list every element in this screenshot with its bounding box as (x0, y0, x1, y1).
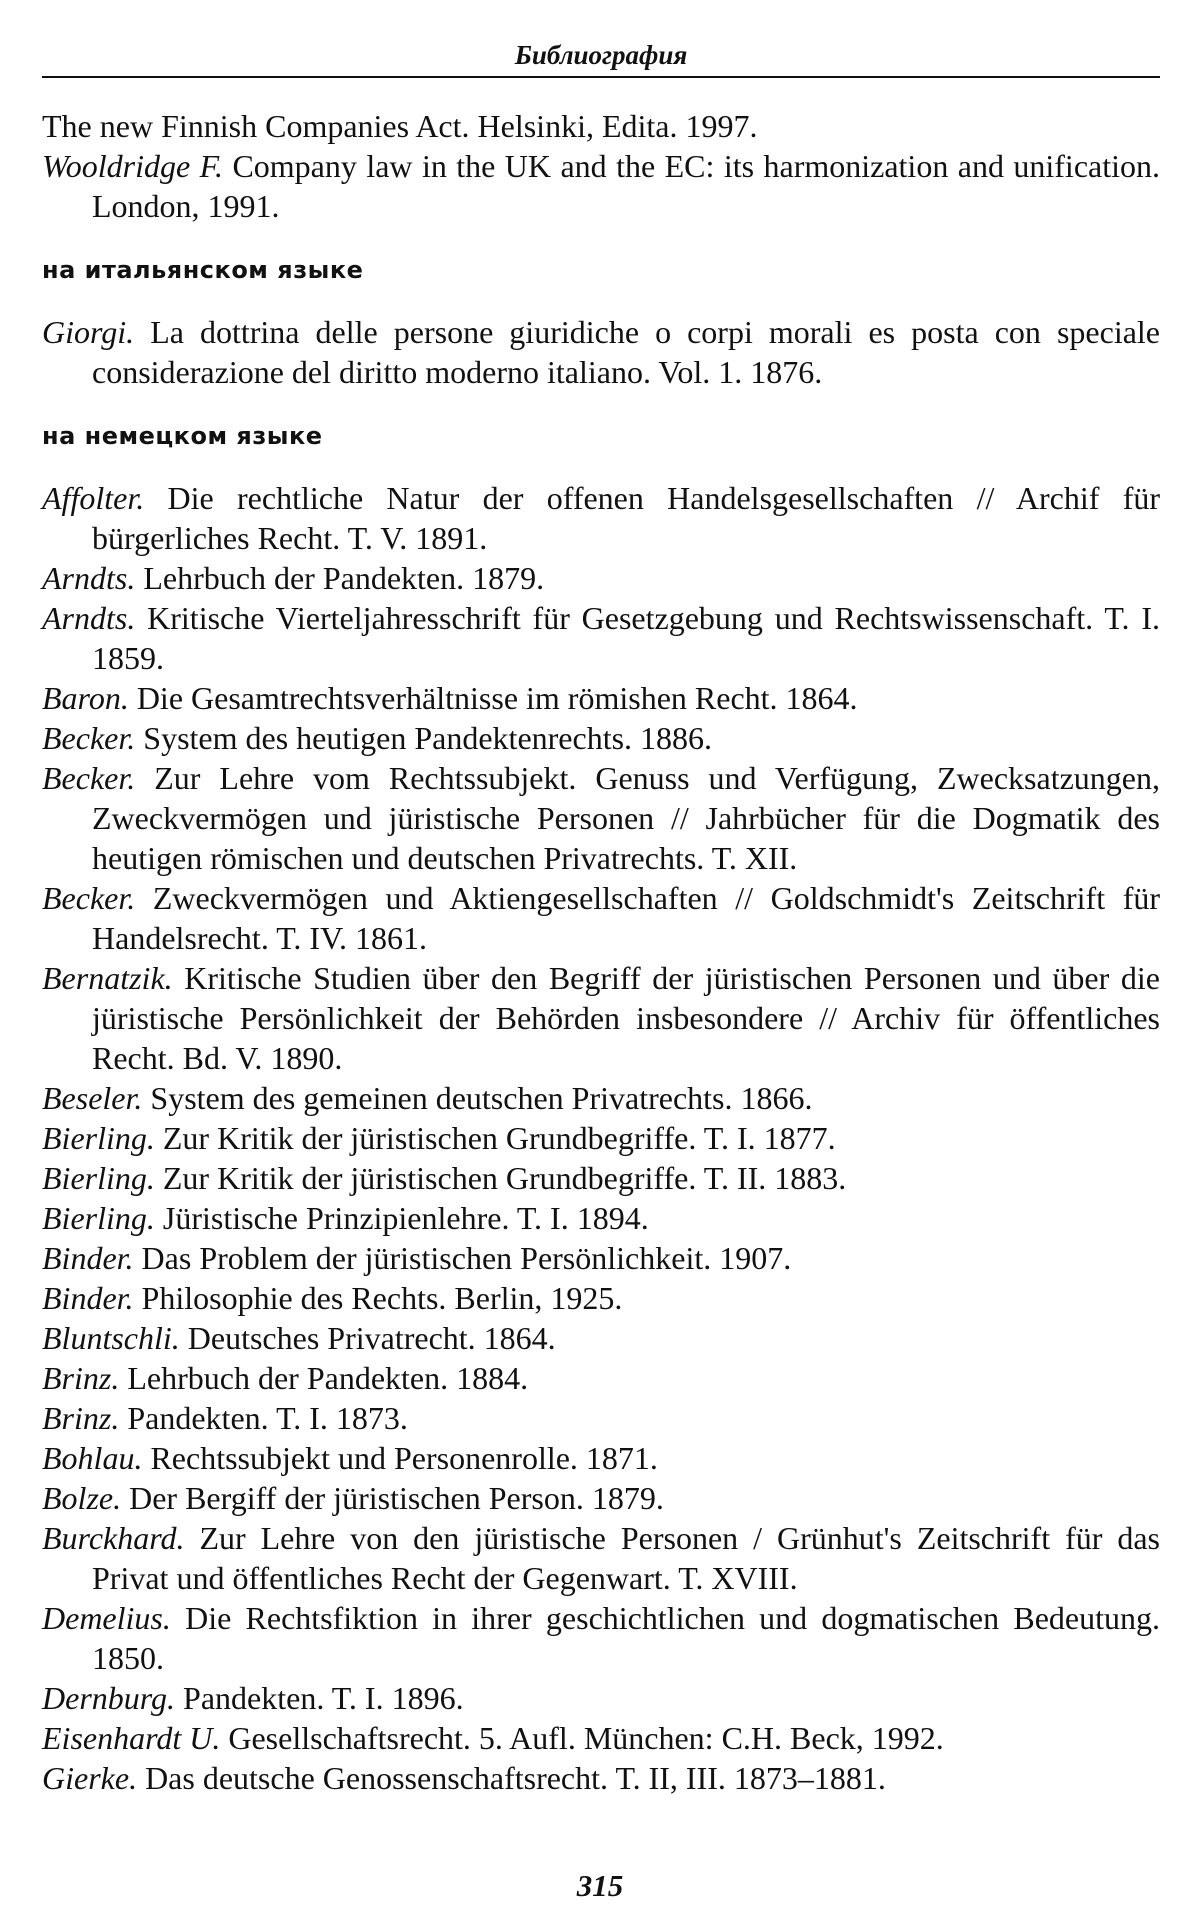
entry-author: Bierling. (42, 1160, 155, 1196)
entry-author: Bierling. (42, 1200, 155, 1236)
entry-text: System des heutigen Pandektenrechts. 1886. (135, 720, 713, 756)
entry-author: Giorgi. (42, 314, 135, 350)
entry-text: Kritische Vierteljahresschrift für Gesetzgebung und Rechtswissenschaft. T. I. 1859. (92, 600, 1160, 676)
entry-author: Affolter. (42, 480, 145, 516)
entry-author: Bernatzik. (42, 960, 173, 996)
bibliography-entry (42, 312, 1160, 392)
entry-author: Burckhard. (42, 1520, 185, 1556)
entry-author: Arndts. (42, 600, 136, 636)
bibliography-list (42, 106, 1160, 1798)
running-header (42, 0, 1160, 80)
section-heading: на итальянском языке (42, 256, 364, 284)
entry-text: System des gemeinen deutschen Privatrechts. 1866. (142, 1080, 813, 1116)
bibliography-entry (42, 1718, 1160, 1758)
entry-author: Brinz. (42, 1400, 120, 1436)
entry-author: Gierke. (42, 1760, 138, 1796)
entry-text: Jüristische Prinzipienlehre. T. I. 1894. (154, 1200, 649, 1236)
bibliography-entry (42, 1678, 1160, 1718)
page-number: 315 (576, 1868, 624, 1903)
entry-author: Bluntschli. (42, 1320, 180, 1356)
bibliography-entry (42, 1478, 1160, 1518)
entry-author: Becker. (42, 760, 136, 796)
entry-text: Zur Lehre vom Rechtssubjekt. Genuss und Verfügung, Zwecksatzungen, Zweckvermögen und jüristische Personen // Jahrbücher für die Dogmatik des heutigen römischen und deutschen Privatrechts. T. XII. (92, 760, 1160, 876)
entry-text: Das deutsche Genossenschaftsrecht. T. II, III. 1873–1881. (137, 1760, 886, 1796)
bibliography-entry (42, 878, 1160, 958)
entry-text: Pandekten. T. I. 1873. (119, 1400, 408, 1436)
entry-text: Pandekten. T. I. 1896. (175, 1680, 464, 1716)
bibliography-entry (42, 558, 1160, 598)
entry-text: Gesellschaftsrecht. 5. Aufl. München: C.H. Beck, 1992. (220, 1720, 944, 1756)
entry-text: Lehrbuch der Pandekten. 1884. (119, 1360, 529, 1396)
bibliography-entry (42, 718, 1160, 758)
entry-text: Zur Kritik der jüristischen Grundbegriffe. T. I. 1877. (154, 1120, 836, 1156)
entry-text: Philosophie des Rechts. Berlin, 1925. (133, 1280, 623, 1316)
header-rule (42, 76, 1160, 78)
entry-author: Eisenhardt U. (42, 1720, 221, 1756)
entry-text: Lehrbuch der Pandekten. 1879. (135, 560, 545, 596)
entry-author: Brinz. (42, 1360, 120, 1396)
entry-text: La dottrina delle persone giuridiche o corpi morali es posta con speciale considerazione del diritto moderno italiano. Vol. 1. 1876. (92, 314, 1160, 390)
bibliography-entry (42, 146, 1160, 226)
bibliography-entry (42, 106, 1160, 146)
bibliography-entry (42, 1438, 1160, 1478)
entry-author: Binder. (42, 1280, 134, 1316)
bibliography-entry (42, 1318, 1160, 1358)
entry-text: Zur Kritik der jüristischen Grundbegriffe. T. II. 1883. (154, 1160, 847, 1196)
entry-text: Zur Lehre von den jüristische Personen / Grünhut's Zeitschrift für das Privat und öffentliches Recht der Gegenwart. T. XVIII. (92, 1520, 1160, 1596)
entry-author: Binder. (42, 1240, 134, 1276)
entry-text: Die rechtliche Natur der offenen Handelsgesellschaften // Archif für bürgerliches Recht. T. V. 1891. (92, 480, 1160, 556)
bibliography-entry (42, 598, 1160, 678)
entry-author: Demelius. (42, 1600, 171, 1636)
entry-text: Rechtssubjekt und Personenrolle. 1871. (142, 1440, 658, 1476)
bibliography-entry (42, 1198, 1160, 1238)
entry-author: Bierling. (42, 1120, 155, 1156)
bibliography-entry (42, 1118, 1160, 1158)
bibliography-entry (42, 958, 1160, 1078)
bibliography-entry (42, 478, 1160, 558)
bibliography-entry (42, 1358, 1160, 1398)
entry-author: Wooldridge F. (42, 148, 224, 184)
entry-author: Arndts. (42, 560, 136, 596)
book-page (42, 0, 1161, 1796)
entry-text: The new Finnish Companies Act. Helsinki, Edita. 1997. (42, 108, 758, 144)
entry-author: Becker. (42, 880, 136, 916)
entry-text: Der Bergiff der jüristischen Person. 1879. (121, 1480, 664, 1516)
bibliography-entry (42, 1598, 1160, 1678)
entry-text: Die Rechtsfiktion in ihrer geschichtlichen und dogmatischen Bedeutung. 1850. (92, 1600, 1160, 1676)
bibliography-entry (42, 1158, 1160, 1198)
entry-author: Bohlau. (42, 1440, 143, 1476)
entry-author: Becker. (42, 720, 136, 756)
bibliography-entry (42, 1398, 1160, 1438)
bibliography-entry (42, 1278, 1160, 1318)
entry-author: Bolze. (42, 1480, 122, 1516)
bibliography-entry (42, 1078, 1160, 1118)
bibliography-entry (42, 1518, 1160, 1598)
entry-text: Company law in the UK and the EC: its harmonization and unification. London, 1991. (92, 148, 1161, 224)
entry-text: Das Problem der jüristischen Persönlichkeit. 1907. (133, 1240, 792, 1276)
bibliography-entry (42, 1758, 1160, 1798)
section-heading: на немецком языке (42, 422, 323, 450)
bibliography-entry (42, 678, 1160, 718)
entry-text: Deutsches Privatrecht. 1864. (179, 1320, 556, 1356)
entry-text: Zweckvermögen und Aktiengesellschaften // Goldschmidt's Zeitschrift für Handelsrecht. T. IV. 1861. (92, 880, 1160, 956)
running-header-title: Библиография (514, 40, 688, 70)
bibliography-entry (42, 1238, 1160, 1278)
entry-text: Kritische Studien über den Begriff der jüristischen Personen und über die jüristische Persönlichkeit der Behörden insbesondere // Archiv für öffentliches Recht. Bd. V. 1890. (92, 960, 1160, 1076)
bibliography-entry (42, 758, 1160, 878)
entry-author: Dernburg. (42, 1680, 176, 1716)
entry-author: Beseler. (42, 1080, 143, 1116)
entry-text: Die Gesamtrechtsverhältnisse im römishen Recht. 1864. (128, 680, 858, 716)
entry-author: Baron. (42, 680, 129, 716)
